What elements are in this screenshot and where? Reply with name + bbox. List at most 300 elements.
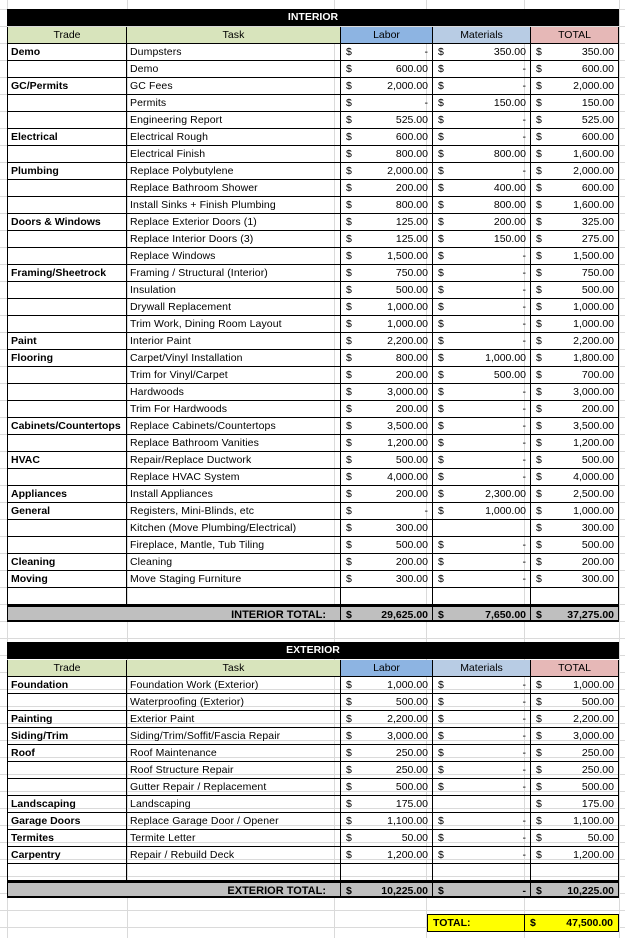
materials-cell[interactable]	[433, 61, 531, 78]
materials-cell[interactable]	[433, 711, 531, 728]
total-cell[interactable]	[531, 333, 619, 350]
labor-cell[interactable]	[341, 520, 433, 537]
task-cell[interactable]: Engineering Report	[127, 112, 341, 129]
total-cell[interactable]	[531, 61, 619, 78]
value: -	[522, 454, 526, 466]
currency-sign: $	[438, 63, 444, 75]
materials-cell[interactable]	[433, 588, 531, 605]
total-cell[interactable]	[531, 95, 619, 112]
total-cell[interactable]	[531, 745, 619, 762]
total-cell[interactable]	[531, 265, 619, 282]
materials-cell[interactable]	[433, 503, 531, 520]
exterior-total-materials[interactable]	[433, 881, 531, 898]
header-trade[interactable]: Trade	[7, 27, 127, 44]
exterior-total-label[interactable]: EXTERIOR TOTAL:	[7, 881, 341, 898]
total-cell[interactable]	[531, 197, 619, 214]
materials-cell[interactable]	[433, 486, 531, 503]
trade-cell[interactable]: GC/Permits	[7, 78, 127, 95]
task-cell[interactable]: Siding/Trim/Soffit/Fascia Repair	[127, 728, 341, 745]
trade-cell[interactable]	[7, 316, 127, 333]
currency-sign: $	[438, 182, 444, 194]
total-cell[interactable]	[531, 711, 619, 728]
task-cell[interactable]: Replace Bathroom Shower	[127, 180, 341, 197]
task-cell[interactable]	[127, 864, 341, 881]
total-cell[interactable]	[531, 299, 619, 316]
materials-cell[interactable]	[433, 44, 531, 61]
total-cell[interactable]	[531, 537, 619, 554]
total-cell[interactable]	[531, 779, 619, 796]
task-cell[interactable]: Repair/Replace Ductwork	[127, 452, 341, 469]
trade-cell[interactable]	[7, 112, 127, 129]
trade-cell[interactable]: Landscaping	[7, 796, 127, 813]
total-cell[interactable]	[531, 180, 619, 197]
task-cell[interactable]: Roof Maintenance	[127, 745, 341, 762]
task-cell[interactable]: Trim Work, Dining Room Layout	[127, 316, 341, 333]
total-cell[interactable]	[531, 677, 619, 694]
total-cell[interactable]	[531, 452, 619, 469]
labor-cell[interactable]	[341, 95, 433, 112]
total-cell[interactable]	[531, 435, 619, 452]
table-row	[7, 248, 619, 265]
materials-cell[interactable]	[433, 537, 531, 554]
labor-cell[interactable]	[341, 112, 433, 129]
materials-cell[interactable]	[433, 677, 531, 694]
materials-cell[interactable]	[433, 180, 531, 197]
task-cell[interactable]: Replace Cabinets/Countertops	[127, 418, 341, 435]
value: 3,500.00	[573, 420, 614, 432]
trade-cell[interactable]	[7, 401, 127, 418]
total-cell[interactable]	[531, 813, 619, 830]
trade-cell[interactable]: Demo	[7, 44, 127, 61]
task-cell[interactable]: Permits	[127, 95, 341, 112]
trade-cell[interactable]	[7, 61, 127, 78]
header-total[interactable]: TOTAL	[531, 660, 619, 677]
value: 29,625.00	[381, 609, 428, 621]
interior-total-materials[interactable]	[433, 605, 531, 622]
currency-sign: $	[438, 747, 444, 759]
value: -	[522, 781, 526, 793]
currency-sign: $	[536, 80, 542, 92]
materials-cell[interactable]	[433, 282, 531, 299]
trade-cell[interactable]	[7, 231, 127, 248]
total-cell[interactable]	[531, 401, 619, 418]
materials-cell[interactable]	[433, 316, 531, 333]
value: -	[522, 284, 526, 296]
task-cell[interactable]: Roof Structure Repair	[127, 762, 341, 779]
currency-sign: $	[536, 233, 542, 245]
table-row	[7, 469, 619, 486]
labor-cell[interactable]	[341, 796, 433, 813]
interior-total-label[interactable]: INTERIOR TOTAL:	[7, 605, 341, 622]
currency-sign: $	[438, 148, 444, 160]
value: 200.00	[395, 556, 428, 568]
labor-cell[interactable]	[341, 78, 433, 95]
materials-cell[interactable]	[433, 112, 531, 129]
task-cell[interactable]: Framing / Structural (Interior)	[127, 265, 341, 282]
task-cell[interactable]: Repair / Rebuild Deck	[127, 847, 341, 864]
trade-cell[interactable]: Paint	[7, 333, 127, 350]
trade-cell[interactable]: Moving	[7, 571, 127, 588]
materials-cell[interactable]	[433, 728, 531, 745]
total-cell[interactable]	[531, 418, 619, 435]
table-row	[7, 316, 619, 333]
materials-cell[interactable]	[433, 452, 531, 469]
total-cell[interactable]	[531, 384, 619, 401]
interior-total-total[interactable]	[531, 605, 619, 622]
trade-cell[interactable]: HVAC	[7, 452, 127, 469]
labor-cell[interactable]	[341, 571, 433, 588]
labor-cell[interactable]	[341, 486, 433, 503]
materials-cell[interactable]	[433, 384, 531, 401]
trade-cell[interactable]: Plumbing	[7, 163, 127, 180]
currency-sign: $	[346, 849, 352, 861]
trade-cell[interactable]	[7, 588, 127, 605]
total-cell[interactable]	[531, 469, 619, 486]
labor-cell[interactable]	[341, 864, 433, 881]
materials-cell[interactable]	[433, 78, 531, 95]
total-cell[interactable]	[531, 847, 619, 864]
trade-cell[interactable]: Flooring	[7, 350, 127, 367]
task-cell[interactable]: Trim for Vinyl/Carpet	[127, 367, 341, 384]
task-cell[interactable]: Registers, Mini-Blinds, etc	[127, 503, 341, 520]
labor-cell[interactable]	[341, 299, 433, 316]
total-cell[interactable]	[531, 486, 619, 503]
trade-cell[interactable]: Cleaning	[7, 554, 127, 571]
value: 37,275.00	[567, 609, 614, 621]
exterior-total-total[interactable]	[531, 881, 619, 898]
trade-cell[interactable]	[7, 435, 127, 452]
labor-cell[interactable]	[341, 694, 433, 711]
labor-cell[interactable]	[341, 401, 433, 418]
table-row	[7, 129, 619, 146]
currency-sign: $	[438, 199, 444, 211]
header-materials[interactable]: Materials	[433, 27, 531, 44]
total-cell[interactable]	[531, 694, 619, 711]
trade-cell[interactable]	[7, 180, 127, 197]
trade-cell[interactable]: Framing/Sheetrock	[7, 265, 127, 282]
exterior-total-row	[7, 881, 619, 898]
materials-cell[interactable]	[433, 520, 531, 537]
trade-cell[interactable]	[7, 197, 127, 214]
task-cell[interactable]: Replace HVAC System	[127, 469, 341, 486]
trade-cell[interactable]	[7, 282, 127, 299]
materials-cell[interactable]	[433, 847, 531, 864]
labor-cell[interactable]	[341, 316, 433, 333]
task-cell[interactable]: Cleaning	[127, 554, 341, 571]
task-cell[interactable]: Carpet/Vinyl Installation	[127, 350, 341, 367]
trade-cell[interactable]	[7, 779, 127, 796]
trade-cell[interactable]	[7, 762, 127, 779]
labor-cell[interactable]	[341, 180, 433, 197]
labor-cell[interactable]	[341, 350, 433, 367]
total-cell[interactable]	[531, 830, 619, 847]
total-cell[interactable]	[531, 588, 619, 605]
labor-cell[interactable]	[341, 367, 433, 384]
task-cell[interactable]: Move Staging Furniture	[127, 571, 341, 588]
labor-cell[interactable]	[341, 554, 433, 571]
materials-cell[interactable]	[433, 418, 531, 435]
labor-cell[interactable]	[341, 129, 433, 146]
task-cell[interactable]: Replace Garage Door / Opener	[127, 813, 341, 830]
trade-cell[interactable]: Termites	[7, 830, 127, 847]
trade-cell[interactable]	[7, 537, 127, 554]
exterior-total-labor[interactable]	[341, 881, 433, 898]
materials-cell[interactable]	[433, 197, 531, 214]
trade-cell[interactable]	[7, 864, 127, 881]
total-cell[interactable]	[531, 282, 619, 299]
currency-sign: $	[438, 165, 444, 177]
labor-cell[interactable]	[341, 384, 433, 401]
materials-cell[interactable]	[433, 401, 531, 418]
task-cell[interactable]: Foundation Work (Exterior)	[127, 677, 341, 694]
materials-cell[interactable]	[433, 796, 531, 813]
total-cell[interactable]	[531, 146, 619, 163]
currency-sign: $	[438, 403, 444, 415]
table-row	[7, 197, 619, 214]
labor-cell[interactable]	[341, 469, 433, 486]
total-cell[interactable]	[531, 571, 619, 588]
task-cell[interactable]: Electrical Rough	[127, 129, 341, 146]
task-cell[interactable]: Drywall Replacement	[127, 299, 341, 316]
labor-cell[interactable]	[341, 214, 433, 231]
labor-cell[interactable]	[341, 813, 433, 830]
header-task[interactable]: Task	[127, 660, 341, 677]
materials-cell[interactable]	[433, 333, 531, 350]
grand-total-label[interactable]: TOTAL:	[427, 914, 525, 932]
labor-cell[interactable]	[341, 265, 433, 282]
currency-sign: $	[536, 335, 542, 347]
materials-cell[interactable]	[433, 830, 531, 847]
materials-cell[interactable]	[433, 813, 531, 830]
value: 1,000.00	[573, 679, 614, 691]
exterior-title[interactable]: EXTERIOR	[7, 642, 619, 659]
task-cell[interactable]: Replace Exterior Doors (1)	[127, 214, 341, 231]
labor-cell[interactable]	[341, 677, 433, 694]
table-row	[7, 452, 619, 469]
currency-sign: $	[346, 318, 352, 330]
currency-sign: $	[536, 747, 542, 759]
value: -	[522, 80, 526, 92]
trade-cell[interactable]: Siding/Trim	[7, 728, 127, 745]
labor-cell[interactable]	[341, 231, 433, 248]
value: 250.00	[395, 747, 428, 759]
table-row	[7, 588, 619, 605]
labor-cell[interactable]	[341, 588, 433, 605]
grand-total-value[interactable]	[524, 914, 619, 932]
value: 200.00	[395, 403, 428, 415]
task-cell[interactable]: Gutter Repair / Replacement	[127, 779, 341, 796]
total-cell[interactable]	[531, 796, 619, 813]
labor-cell[interactable]	[341, 435, 433, 452]
materials-cell[interactable]	[433, 469, 531, 486]
labor-cell[interactable]	[341, 728, 433, 745]
trade-cell[interactable]: Doors & Windows	[7, 214, 127, 231]
header-labor[interactable]: Labor	[341, 27, 433, 44]
task-cell[interactable]: Replace Windows	[127, 248, 341, 265]
materials-cell[interactable]	[433, 435, 531, 452]
trade-cell[interactable]: Garage Doors	[7, 813, 127, 830]
table-row	[7, 350, 619, 367]
trade-cell[interactable]	[7, 694, 127, 711]
header-materials[interactable]: Materials	[433, 660, 531, 677]
labor-cell[interactable]	[341, 146, 433, 163]
labor-cell[interactable]	[341, 503, 433, 520]
header-labor[interactable]: Labor	[341, 660, 433, 677]
task-cell[interactable]: Exterior Paint	[127, 711, 341, 728]
total-cell[interactable]	[531, 503, 619, 520]
materials-cell[interactable]	[433, 248, 531, 265]
materials-cell[interactable]	[433, 694, 531, 711]
currency-sign: $	[536, 815, 542, 827]
labor-cell[interactable]	[341, 452, 433, 469]
task-cell[interactable]: Demo	[127, 61, 341, 78]
trade-cell[interactable]	[7, 367, 127, 384]
value: 250.00	[581, 747, 614, 759]
total-cell[interactable]	[531, 112, 619, 129]
currency-sign: $	[346, 437, 352, 449]
labor-cell[interactable]	[341, 61, 433, 78]
labor-cell[interactable]	[341, 830, 433, 847]
materials-cell[interactable]	[433, 299, 531, 316]
trade-cell[interactable]	[7, 95, 127, 112]
task-cell[interactable]: Fireplace, Mantle, Tub Tiling	[127, 537, 341, 554]
materials-cell[interactable]	[433, 231, 531, 248]
trade-cell[interactable]: Painting	[7, 711, 127, 728]
task-cell[interactable]: Kitchen (Move Plumbing/Electrical)	[127, 520, 341, 537]
trade-cell[interactable]: Carpentry	[7, 847, 127, 864]
trade-cell[interactable]	[7, 146, 127, 163]
trade-cell[interactable]: General	[7, 503, 127, 520]
task-cell[interactable]: Waterproofing (Exterior)	[127, 694, 341, 711]
value: 1,500.00	[573, 250, 614, 262]
task-cell[interactable]: Replace Bathroom Vanities	[127, 435, 341, 452]
task-cell[interactable]: Trim For Hardwoods	[127, 401, 341, 418]
table-row	[7, 265, 619, 282]
value: 600.00	[395, 131, 428, 143]
total-cell[interactable]	[531, 520, 619, 537]
total-cell[interactable]	[531, 554, 619, 571]
materials-cell[interactable]	[433, 779, 531, 796]
interior-title[interactable]: INTERIOR	[7, 9, 619, 26]
materials-cell[interactable]	[433, 265, 531, 282]
labor-cell[interactable]	[341, 248, 433, 265]
materials-cell[interactable]	[433, 367, 531, 384]
labor-cell[interactable]	[341, 44, 433, 61]
task-cell[interactable]: Interior Paint	[127, 333, 341, 350]
currency-sign: $	[438, 216, 444, 228]
exterior-title-row	[7, 642, 619, 659]
task-cell[interactable]: Replace Interior Doors (3)	[127, 231, 341, 248]
labor-cell[interactable]	[341, 711, 433, 728]
header-task[interactable]: Task	[127, 27, 341, 44]
currency-sign: $	[536, 539, 542, 551]
labor-cell[interactable]	[341, 197, 433, 214]
materials-cell[interactable]	[433, 95, 531, 112]
total-cell[interactable]	[531, 214, 619, 231]
task-cell[interactable]: Electrical Finish	[127, 146, 341, 163]
trade-cell[interactable]	[7, 299, 127, 316]
labor-cell[interactable]	[341, 282, 433, 299]
value: -	[522, 679, 526, 691]
task-cell[interactable]: Install Sinks + Finish Plumbing	[127, 197, 341, 214]
currency-sign: $	[536, 696, 542, 708]
total-cell[interactable]	[531, 367, 619, 384]
total-cell[interactable]	[531, 762, 619, 779]
labor-cell[interactable]	[341, 762, 433, 779]
labor-cell[interactable]	[341, 418, 433, 435]
task-cell[interactable]: Replace Polybutylene	[127, 163, 341, 180]
value: 325.00	[581, 216, 614, 228]
materials-cell[interactable]	[433, 745, 531, 762]
trade-cell[interactable]: Cabinets/Countertops	[7, 418, 127, 435]
header-total[interactable]: TOTAL	[531, 27, 619, 44]
value: 2,000.00	[387, 80, 428, 92]
currency-sign: $	[438, 46, 444, 58]
task-cell[interactable]: Landscaping	[127, 796, 341, 813]
materials-cell[interactable]	[433, 163, 531, 180]
interior-total-labor[interactable]	[341, 605, 433, 622]
task-cell[interactable]	[127, 588, 341, 605]
labor-cell[interactable]	[341, 745, 433, 762]
currency-sign: $	[536, 522, 542, 534]
currency-sign: $	[536, 764, 542, 776]
trade-cell[interactable]: Appliances	[7, 486, 127, 503]
table-row	[7, 333, 619, 350]
total-cell[interactable]	[531, 864, 619, 881]
total-cell[interactable]	[531, 44, 619, 61]
materials-cell[interactable]	[433, 762, 531, 779]
labor-cell[interactable]	[341, 163, 433, 180]
trade-cell[interactable]: Electrical	[7, 129, 127, 146]
task-cell[interactable]: Install Appliances	[127, 486, 341, 503]
trade-cell[interactable]	[7, 384, 127, 401]
currency-sign: $	[438, 250, 444, 262]
total-cell[interactable]	[531, 129, 619, 146]
total-cell[interactable]	[531, 248, 619, 265]
task-cell[interactable]: GC Fees	[127, 78, 341, 95]
trade-cell[interactable]: Foundation	[7, 677, 127, 694]
trade-cell[interactable]	[7, 469, 127, 486]
task-cell[interactable]: Insulation	[127, 282, 341, 299]
labor-cell[interactable]	[341, 537, 433, 554]
value: -	[522, 267, 526, 279]
task-cell[interactable]: Termite Letter	[127, 830, 341, 847]
trade-cell[interactable]	[7, 248, 127, 265]
trade-cell[interactable]: Roof	[7, 745, 127, 762]
total-cell[interactable]	[531, 163, 619, 180]
total-cell[interactable]	[531, 728, 619, 745]
materials-cell[interactable]	[433, 554, 531, 571]
materials-cell[interactable]	[433, 146, 531, 163]
materials-cell[interactable]	[433, 864, 531, 881]
materials-cell[interactable]	[433, 129, 531, 146]
task-cell[interactable]: Hardwoods	[127, 384, 341, 401]
materials-cell[interactable]	[433, 350, 531, 367]
total-cell[interactable]	[531, 78, 619, 95]
total-cell[interactable]	[531, 231, 619, 248]
materials-cell[interactable]	[433, 571, 531, 588]
total-cell[interactable]	[531, 350, 619, 367]
currency-sign: $	[438, 352, 444, 364]
trade-cell[interactable]	[7, 520, 127, 537]
materials-cell[interactable]	[433, 214, 531, 231]
task-cell[interactable]: Dumpsters	[127, 44, 341, 61]
labor-cell[interactable]	[341, 333, 433, 350]
labor-cell[interactable]	[341, 847, 433, 864]
total-cell[interactable]	[531, 316, 619, 333]
header-trade[interactable]: Trade	[7, 660, 127, 677]
labor-cell[interactable]	[341, 779, 433, 796]
